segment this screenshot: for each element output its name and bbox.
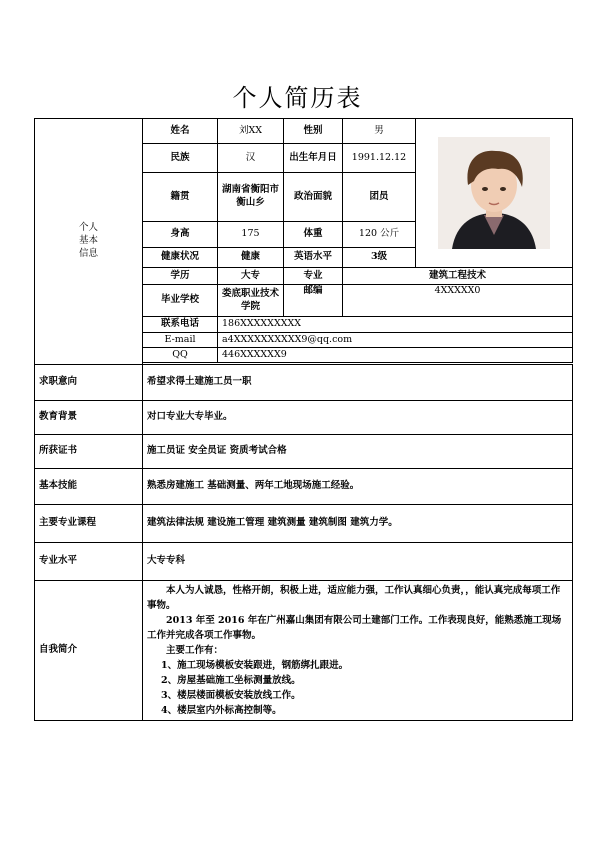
postcode-value: 4XXXXX0 bbox=[343, 285, 573, 317]
hometown-label: 籍贯 bbox=[143, 173, 218, 222]
major-value: 建筑工程技术 bbox=[343, 268, 573, 285]
edu-label: 教育背景 bbox=[35, 401, 143, 435]
english-value: 3级 bbox=[343, 248, 416, 268]
section-basic-info bbox=[35, 119, 143, 365]
health-value: 健康 bbox=[218, 248, 284, 268]
table-row bbox=[35, 581, 573, 721]
qq-label: QQ bbox=[143, 348, 218, 363]
health-label: 健康状况 bbox=[143, 248, 218, 268]
job-label: 求职意向 bbox=[35, 365, 143, 401]
height-value: 175 bbox=[218, 222, 284, 248]
intro-list-item: 2、房屋基础施工坐标测量放线。 bbox=[161, 675, 301, 686]
job-value: 希望求得土建施工员一职 bbox=[143, 365, 573, 401]
intro-paragraph: 主要工作有： bbox=[166, 645, 224, 656]
intro-paragraph: 2013 年至 2016 年在广州嘉山集团有限公司土建部门工作。工作表现良好，能熟悉施工现场工作并完成各项工作事物。 bbox=[147, 615, 562, 641]
ethnicity-label: 民族 bbox=[143, 144, 218, 173]
section-basic-info-label: 个人基本信息 bbox=[78, 222, 98, 259]
profile-photo bbox=[438, 137, 550, 249]
table-row bbox=[35, 401, 573, 435]
intro-list-item: 1、施工现场模板安装跟进，钢筋绑扎跟进。 bbox=[161, 660, 349, 671]
cert-value: 施工员证 安全员证 资质考试合格 bbox=[143, 435, 573, 469]
gender-value: 男 bbox=[343, 119, 416, 144]
table-row bbox=[35, 543, 573, 581]
intro-paragraph: 本人为人诚恳，性格开朗，积极上进，适应能力强，工作认真细心负责，，能认真完成每项工作事物。 bbox=[147, 585, 561, 611]
education-value: 大专 bbox=[218, 268, 284, 285]
photo-cell bbox=[416, 119, 573, 268]
school-value: 娄底职业技术学院 bbox=[218, 285, 284, 317]
weight-label: 体重 bbox=[284, 222, 343, 248]
table-row bbox=[35, 365, 573, 401]
ethnicity-value: 汉 bbox=[218, 144, 284, 173]
major-label: 专业 bbox=[284, 268, 343, 285]
table-row bbox=[35, 505, 573, 543]
birth-label: 出生年月日 bbox=[284, 144, 343, 173]
skill-label: 基本技能 bbox=[35, 469, 143, 505]
politics-label: 政治面貌 bbox=[284, 173, 343, 222]
child-portrait-image bbox=[438, 137, 550, 249]
page-title: 个人简历表 bbox=[232, 84, 363, 112]
height-label: 身高 bbox=[143, 222, 218, 248]
phone-value: 186XXXXXXXXX bbox=[218, 317, 573, 333]
gender-label: 性别 bbox=[284, 119, 343, 144]
postcode-label: 邮编 bbox=[284, 285, 343, 317]
birth-value: 1991.12.12 bbox=[343, 144, 416, 173]
name-value: 刘XX bbox=[218, 119, 284, 144]
table-row bbox=[35, 119, 573, 144]
course-value: 建筑法律法规 建设施工管理 建筑测量 建筑制图 建筑力学。 bbox=[143, 505, 573, 543]
table-row bbox=[35, 469, 573, 505]
english-label: 英语水平 bbox=[284, 248, 343, 268]
intro-label: 自我简介 bbox=[35, 581, 143, 721]
cert-label: 所获证书 bbox=[35, 435, 143, 469]
education-label: 学历 bbox=[143, 268, 218, 285]
phone-label: 联系电话 bbox=[143, 317, 218, 333]
qq-value: 446XXXXXX9 bbox=[218, 348, 573, 363]
intro-list-item: 3、楼层楼面模板安装放线工作。 bbox=[161, 690, 301, 701]
name-label: 姓名 bbox=[143, 119, 218, 144]
table-row bbox=[35, 435, 573, 469]
skill-value: 熟悉房建施工 基础测量、两年工地现场施工经验。 bbox=[143, 469, 573, 505]
school-label: 毕业学校 bbox=[143, 285, 218, 317]
edu-value: 对口专业大专毕业。 bbox=[143, 401, 573, 435]
email-label: E-mail bbox=[143, 333, 218, 348]
intro-content bbox=[143, 581, 573, 721]
email-value: a4XXXXXXXXXX9@qq.com bbox=[218, 333, 573, 348]
weight-value: 120 公斤 bbox=[343, 222, 416, 248]
politics-value: 团员 bbox=[343, 173, 416, 222]
level-label: 专业水平 bbox=[35, 543, 143, 581]
intro-list-item: 4、楼层室内外标高控制等。 bbox=[161, 705, 282, 716]
resume-table bbox=[34, 118, 573, 721]
hometown-value: 湖南省衡阳市衡山乡 bbox=[218, 173, 284, 222]
course-label: 主要专业课程 bbox=[35, 505, 143, 543]
level-value: 大专专科 bbox=[143, 543, 573, 581]
